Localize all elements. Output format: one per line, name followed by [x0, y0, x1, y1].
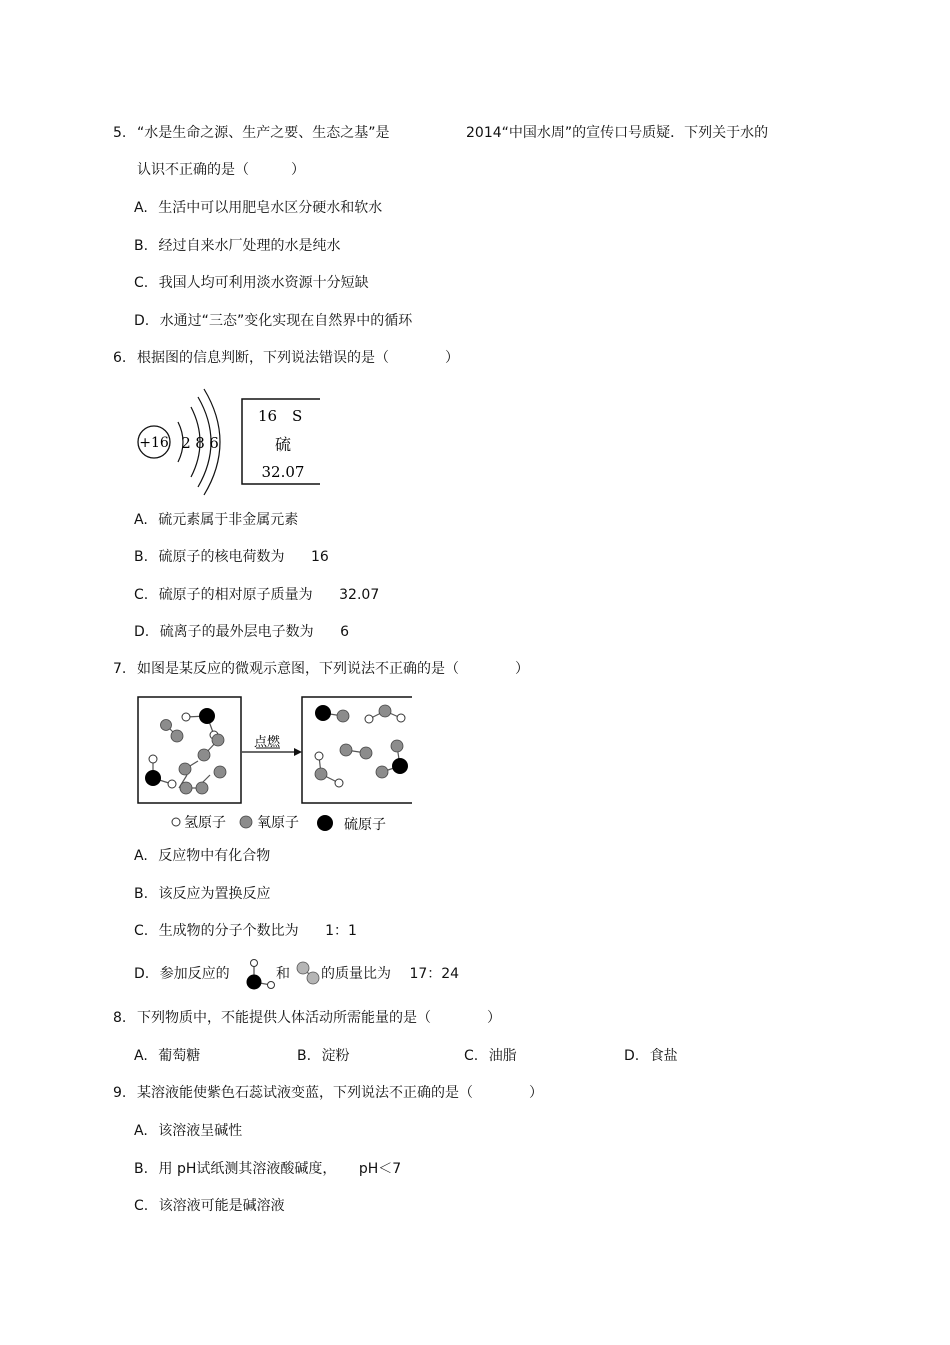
electron-count-shell-3: 6 [209, 434, 219, 452]
oxygen-atom [198, 749, 210, 761]
oxygen-atom [179, 763, 191, 775]
legend-hydrogen: 氢原子 [184, 815, 226, 831]
option-text: 硫原子的核电荷数为 [158, 549, 285, 565]
oxygen-atom [340, 744, 352, 756]
option-text: 经过自来水厂处理的水是纯水 [158, 238, 341, 254]
option-c [134, 1197, 285, 1215]
oxygen-atom [337, 710, 349, 722]
option-text: 该反应为置换反应 [158, 886, 271, 902]
element-name: 硫 [274, 435, 292, 454]
option-value: 32.07 [339, 587, 380, 603]
question-stem: 认识不正确的是（ ） [137, 162, 305, 178]
oxygen-legend-icon [240, 816, 252, 828]
arrow-label: 点燃 [253, 735, 281, 750]
option-a [134, 1047, 200, 1065]
reactant-atoms [145, 708, 226, 794]
option-text: 用 pH试纸测其溶液酸碱度， [158, 1161, 337, 1177]
hydrogen-atom [149, 755, 157, 763]
option-label: A. [134, 512, 148, 528]
hydrogen-atom [365, 715, 373, 723]
option-label: D. [134, 313, 150, 329]
element-symbol: S [292, 407, 303, 425]
option-d [134, 965, 230, 983]
question-number: 5. [113, 125, 127, 141]
oxygen-atom [391, 740, 403, 752]
option-label: C. [134, 1198, 149, 1214]
option-label: A. [134, 1123, 148, 1139]
electron-count-shell-1: 2 [181, 434, 191, 452]
question-number: 9. [113, 1085, 127, 1101]
option-d-connector: 和 [276, 966, 290, 982]
hydrogen-atom [168, 780, 176, 788]
option-text: 参加反应的 [159, 966, 230, 982]
option-label: A. [134, 848, 148, 864]
o2-molecule-icon [293, 958, 323, 988]
option-label: C. [134, 587, 149, 603]
option-d [134, 623, 349, 641]
option-text: 的质量比为 [321, 966, 391, 982]
hydrogen-atom [182, 713, 190, 721]
option-text: 硫离子的最外层电子数为 [159, 624, 314, 640]
option-value: 6 [340, 624, 350, 640]
hydrogen-legend-icon [172, 818, 180, 826]
option-c [134, 586, 379, 604]
oxygen-atom [212, 734, 224, 746]
option-text: 反应物中有化合物 [158, 848, 271, 864]
question-stem: 2014“中国水周”的宣传口号质疑．下列关于水的 [466, 125, 769, 141]
nucleus-charge: +16 [139, 435, 169, 451]
option-a [134, 847, 270, 865]
legend-oxygen: 氧原子 [257, 815, 299, 831]
option-d [624, 1047, 678, 1065]
option-a [134, 199, 382, 217]
option-a [134, 1122, 242, 1140]
legend-sulfur: 硫原子 [344, 817, 386, 833]
option-value: 1：1 [325, 923, 357, 939]
sulfur-atom [315, 705, 331, 721]
oxygen-atom [180, 782, 192, 794]
option-text: 葡萄糖 [158, 1048, 201, 1064]
option-b [134, 548, 329, 566]
option-text: 淀粉 [321, 1048, 350, 1064]
option-label: A. [134, 1048, 148, 1064]
option-label: D. [134, 624, 150, 640]
hydrogen-atom [335, 779, 343, 787]
atomic-structure-diagram [138, 389, 220, 495]
atomic-number: 16 [258, 407, 278, 425]
oxygen-atom [171, 730, 183, 742]
option-label: C. [464, 1048, 479, 1064]
sulfur-atom-figure [134, 385, 324, 497]
question-stem: 下列物质中，不能提供人体活动所需能量的是（ ） [137, 1010, 501, 1026]
sulfur-atom [392, 758, 408, 774]
question-number: 8. [113, 1010, 127, 1026]
oxygen-atom [360, 747, 372, 759]
question-stem: 某溶液能使紫色石蕊试液变蓝，下列说法不正确的是（ ） [137, 1085, 543, 1101]
option-text: 食盐 [649, 1048, 678, 1064]
option-c [464, 1047, 517, 1065]
option-value: pH＜7 [358, 1161, 402, 1177]
option-label: C. [134, 275, 149, 291]
option-text: 水通过“三态”变化实现在自然界中的循环 [159, 313, 413, 329]
option-label: B. [134, 549, 149, 565]
option-value: 16 [310, 549, 329, 565]
option-text: 生成物的分子个数比为 [158, 923, 299, 939]
question-number: 6. [113, 350, 127, 366]
option-label: D. [624, 1048, 640, 1064]
periodic-table-cell [242, 399, 320, 484]
option-d-tail [321, 965, 459, 983]
product-bonds [319, 711, 401, 783]
option-label: B. [297, 1048, 312, 1064]
option-label: B. [134, 238, 149, 254]
option-a [134, 511, 298, 529]
option-text: 生活中可以用肥皂水区分硬水和软水 [158, 200, 383, 216]
product-atoms [315, 705, 408, 787]
hydrogen-atom [397, 714, 405, 722]
option-b [134, 237, 341, 255]
option-c [134, 274, 369, 292]
option-label: C. [134, 923, 149, 939]
atom-legend [172, 815, 386, 833]
option-label: A. [134, 200, 148, 216]
question-stem: 如图是某反应的微观示意图，下列说法不正确的是（ ） [137, 661, 529, 677]
option-value: 17：24 [409, 966, 460, 982]
option-b [134, 885, 271, 903]
oxygen-atom [376, 766, 388, 778]
option-text: 油脂 [488, 1048, 517, 1064]
oxygen-atom [161, 720, 172, 731]
electron-count-shell-2: 8 [195, 434, 205, 452]
option-text: 硫原子的相对原子质量为 [158, 587, 313, 603]
hydrogen-atom [315, 752, 323, 760]
oxygen-atom [315, 768, 327, 780]
question-stem: “水是生命之源、生产之要、生态之基”是 [137, 125, 390, 141]
option-text: 我国人均可利用淡水资源十分短缺 [158, 275, 369, 291]
question-number: 7. [113, 661, 127, 677]
question-stem: 根据图的信息判断，下列说法错误的是（ ） [137, 350, 459, 366]
atomic-mass: 32.07 [261, 463, 305, 481]
sulfur-atom [199, 708, 215, 724]
option-label: D. [134, 966, 150, 982]
option-b [134, 1160, 401, 1178]
option-label: B. [134, 1161, 149, 1177]
option-b [297, 1047, 350, 1065]
h2s-molecule-icon [242, 958, 278, 992]
sulfur-legend-icon [317, 815, 333, 831]
reaction-micro-diagram [134, 692, 416, 836]
option-text: 该溶液呈碱性 [158, 1123, 243, 1139]
oxygen-atom [214, 766, 226, 778]
option-d [134, 312, 412, 330]
option-label: B. [134, 886, 149, 902]
option-text: 该溶液可能是碱溶液 [158, 1198, 285, 1214]
oxygen-atom [379, 705, 391, 717]
arrow-head [294, 748, 302, 756]
sulfur-atom [145, 770, 161, 786]
oxygen-atom [196, 782, 208, 794]
option-text: 硫元素属于非金属元素 [158, 512, 299, 528]
option-c [134, 922, 357, 940]
